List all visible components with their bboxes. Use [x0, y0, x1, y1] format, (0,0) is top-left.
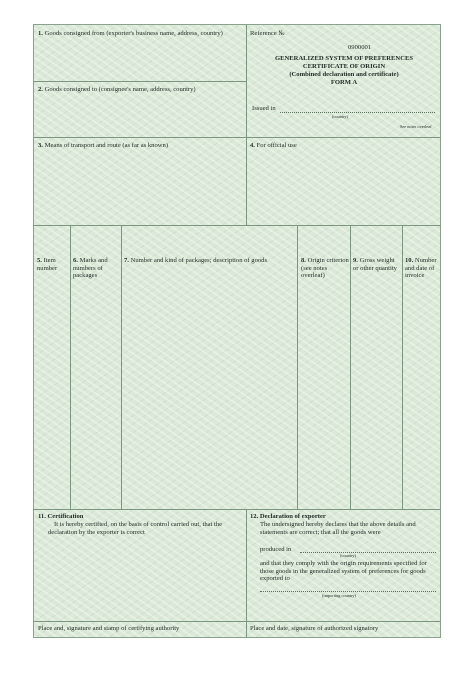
box12-text1: The undersigned hereby declares that the above details and statements are correct; that all the goods were [260, 521, 416, 536]
box2-label: 2. Goods consigned to (consignee's name, address, country) [38, 86, 196, 93]
certificate-form [33, 24, 441, 638]
col5-header: 5. Item number [37, 257, 58, 272]
box11-title: 11. Certification [38, 513, 84, 520]
col10-header: 10. Number and date of invoice [405, 257, 437, 280]
col-divider-5 [70, 225, 71, 509]
col7-header: 7. Number and kind of packages; description of goods [124, 257, 268, 264]
box11-footer: Place and, signature and stamp of certifying authority [38, 625, 180, 632]
form-title-line2: CERTIFICATE OF ORIGIN [302, 63, 386, 70]
see-notes-caption: See notes overleaf [400, 124, 432, 129]
produced-in-label: produced in [260, 546, 292, 553]
importing-country-field[interactable] [260, 591, 436, 592]
divider-box1-box2 [34, 81, 246, 82]
form-title-line4: FORM A [330, 79, 358, 86]
box3-label: 3. Means of transport and route (as far as known) [38, 142, 169, 149]
form-title-line3: (Combined declaration and certificate) [289, 71, 399, 78]
divider-certification-row [34, 509, 441, 510]
box12-title: 12. Declaration of exporter [250, 513, 326, 520]
box1-label: 1. Goods consigned from (exporter's business name, address, country) [38, 30, 223, 37]
reference-number: 0900001 [348, 44, 372, 51]
divider-goods-row [34, 225, 441, 226]
divider-header-row [34, 137, 441, 138]
divider-box11-box12 [246, 509, 247, 638]
importing-country-caption: (importing country) [322, 593, 357, 598]
box12-text2: and that they comply with the origin requirements specified for those goods in the generalized system of preferences for goods exported to [260, 560, 427, 583]
divider-footer-row [34, 621, 441, 622]
col-divider-6 [121, 225, 122, 509]
produced-in-field[interactable] [300, 552, 436, 553]
col-divider-8 [350, 225, 351, 509]
col6-header: 6. Marks and numbers of packages [73, 257, 108, 280]
box11-text: It is hereby certified, on the basis of control carried out, that the declaration by the exporter is correct [48, 521, 223, 536]
col-divider-7 [297, 225, 298, 509]
issued-country-caption: (country) [332, 114, 348, 119]
issued-in-label: Issued in [252, 105, 276, 112]
box12-footer: Place and date, signature of authorized signatory [250, 625, 379, 632]
reference-label: Reference № [250, 30, 285, 37]
box4-label: 4. For official use [250, 142, 297, 149]
col8-header: 8. Origin criterion (see notes overleaf) [301, 257, 349, 280]
produced-country-caption: (country) [340, 553, 356, 558]
col9-header: 9. Gross weight or other quantity [353, 257, 397, 272]
divider-left-right-top [246, 25, 247, 225]
col-divider-9 [402, 225, 403, 509]
issued-in-field[interactable] [280, 112, 435, 113]
form-title-line1: GENERALIZED SYSTEM OF PREFERENCES [274, 55, 414, 62]
